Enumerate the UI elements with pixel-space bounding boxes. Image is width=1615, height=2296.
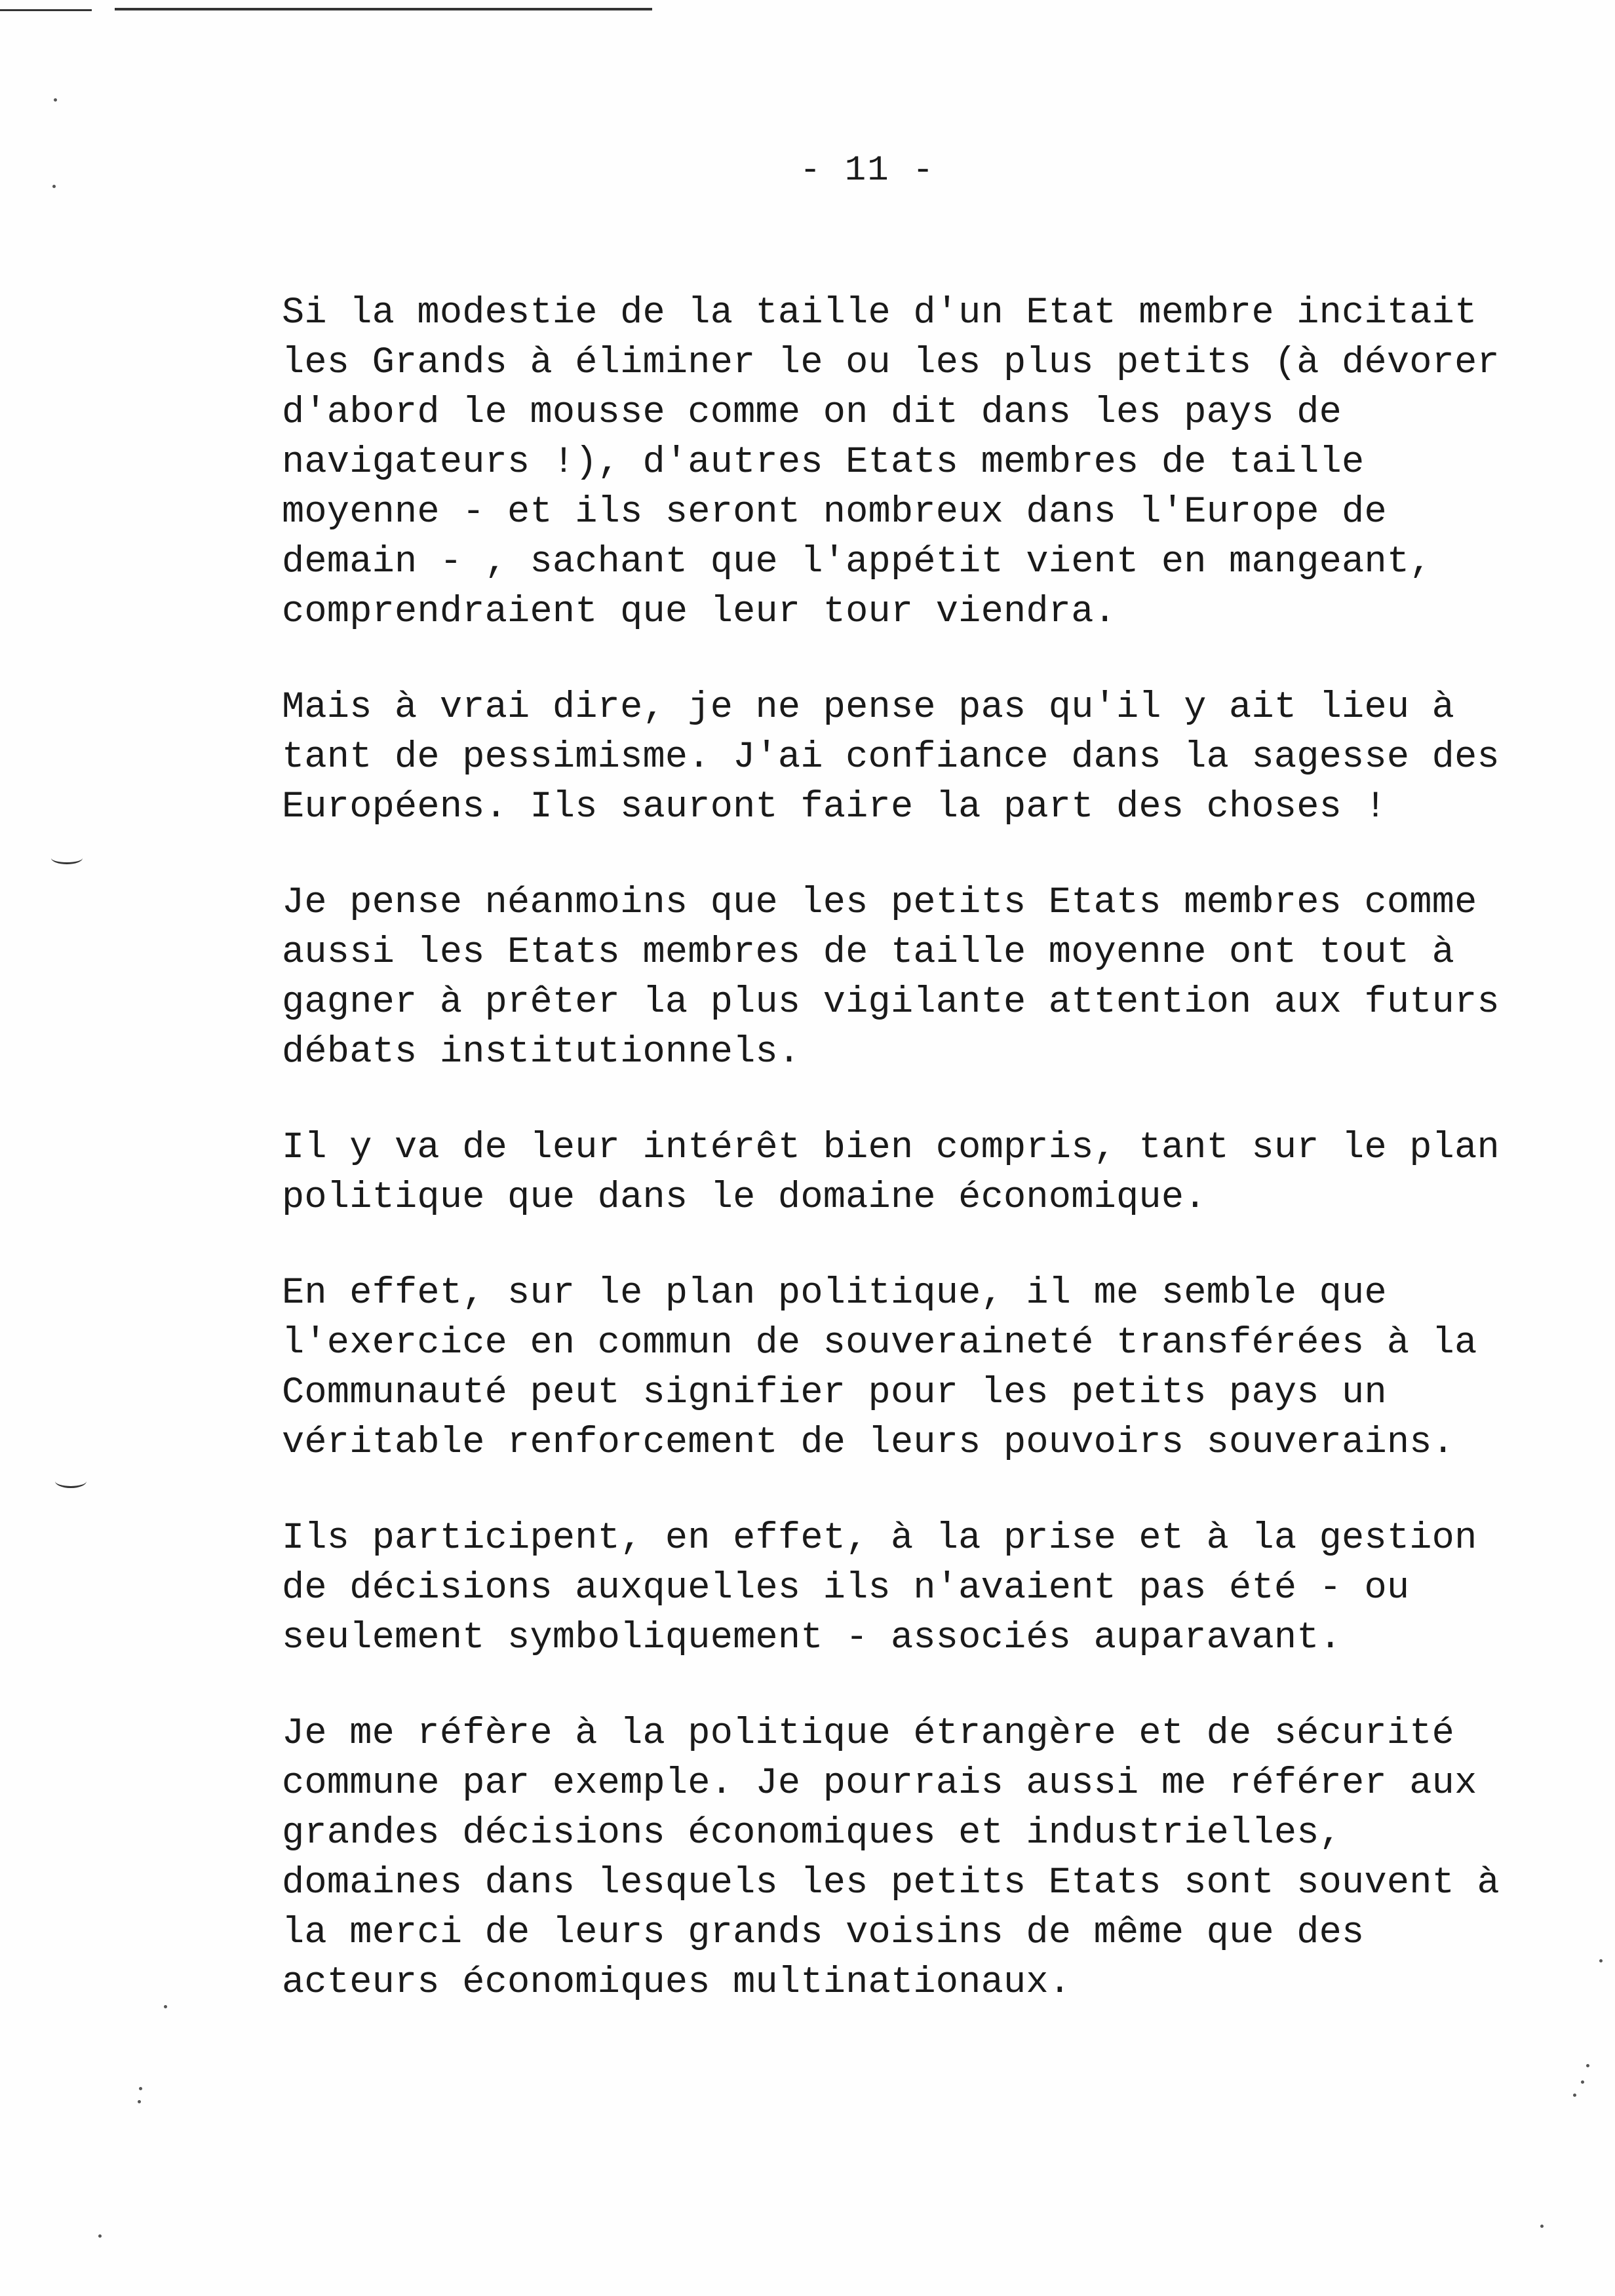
text-line: navigateurs !), d'autres Etats membres de taille bbox=[282, 442, 1365, 484]
paragraph bbox=[282, 683, 1580, 832]
text-line: politique que dans le domaine économique. bbox=[282, 1177, 1207, 1219]
page-number: - 11 - bbox=[800, 151, 935, 191]
scan-speck bbox=[1573, 2094, 1576, 2097]
text-line: commune par exemple. Je pourrais aussi me référer aux bbox=[282, 1763, 1477, 1805]
paragraph bbox=[282, 1123, 1580, 1223]
text-line: demain - , sachant que l'appétit vient en mangeant, bbox=[282, 541, 1432, 583]
text-line: comprendraient que leur tour viendra. bbox=[282, 591, 1117, 633]
text-line: véritable renforcement de leurs pouvoirs souverains. bbox=[282, 1422, 1455, 1464]
paragraph bbox=[282, 288, 1580, 637]
scan-speck bbox=[1581, 2080, 1584, 2084]
text-line: Je me réfère à la politique étrangère et de sécurité bbox=[282, 1713, 1455, 1755]
text-line: Il y va de leur intérêt bien compris, tant sur le plan bbox=[282, 1127, 1500, 1169]
scan-top-rule-left bbox=[0, 9, 92, 11]
text-line: seulement symboliquement - associés auparavant. bbox=[282, 1617, 1342, 1659]
text-line: tant de pessimisme. J'ai confiance dans la sagesse des bbox=[282, 737, 1500, 778]
text-line: d'abord le mousse comme on dit dans les pays de bbox=[282, 392, 1342, 434]
scan-top-rule bbox=[115, 8, 652, 10]
text-line: l'exercice en commun de souveraineté transférées à la bbox=[282, 1322, 1477, 1364]
scan-speck bbox=[98, 2234, 102, 2238]
text-line: grandes décisions économiques et industrielles, bbox=[282, 1812, 1342, 1854]
text-line: Je pense néanmoins que les petits Etats membres comme bbox=[282, 882, 1477, 924]
body-text bbox=[282, 288, 1580, 2054]
text-line: débats institutionnels. bbox=[282, 1031, 801, 1073]
text-line: domaines dans lesquels les petits Etats sont souvent à bbox=[282, 1862, 1500, 1904]
margin-mark bbox=[55, 1474, 87, 1488]
text-line: moyenne - et ils seront nombreux dans l'Europe de bbox=[282, 491, 1387, 533]
text-line: les Grands à éliminer le ou les plus petits (à dévorer bbox=[282, 342, 1500, 384]
scan-speck bbox=[138, 2100, 141, 2103]
text-line: de décisions auxquelles ils n'avaient pas été - ou bbox=[282, 1567, 1410, 1609]
paragraph bbox=[282, 1514, 1580, 1663]
scan-speck bbox=[54, 98, 57, 102]
text-line: Européens. Ils sauront faire la part des choses ! bbox=[282, 786, 1387, 828]
text-line: aussi les Etats membres de taille moyenne ont tout à bbox=[282, 932, 1455, 974]
scan-speck bbox=[52, 185, 56, 188]
margin-mark bbox=[51, 852, 83, 864]
paragraph bbox=[282, 1269, 1580, 1468]
text-line: la merci de leurs grands voisins de même que des bbox=[282, 1912, 1365, 1954]
text-line: Ils participent, en effet, à la prise et à la gestion bbox=[282, 1518, 1477, 1559]
scan-speck bbox=[1586, 2064, 1589, 2067]
scan-speck bbox=[139, 2087, 142, 2090]
text-line: En effet, sur le plan politique, il me semble que bbox=[282, 1272, 1387, 1314]
scan-speck bbox=[1599, 1959, 1603, 1962]
text-line: Si la modestie de la taille d'un Etat membre incitait bbox=[282, 292, 1477, 334]
scan-speck bbox=[164, 2005, 167, 2008]
text-line: Mais à vrai dire, je ne pense pas qu'il y ait lieu à bbox=[282, 687, 1455, 729]
text-line: Communauté peut signifier pour les petits pays un bbox=[282, 1372, 1387, 1414]
scan-speck bbox=[1540, 2225, 1544, 2228]
paragraph bbox=[282, 878, 1580, 1077]
text-line: acteurs économiques multinationaux. bbox=[282, 1962, 1072, 2004]
text-line: gagner à prêter la plus vigilante attention aux futurs bbox=[282, 982, 1500, 1024]
paragraph bbox=[282, 1709, 1580, 2008]
